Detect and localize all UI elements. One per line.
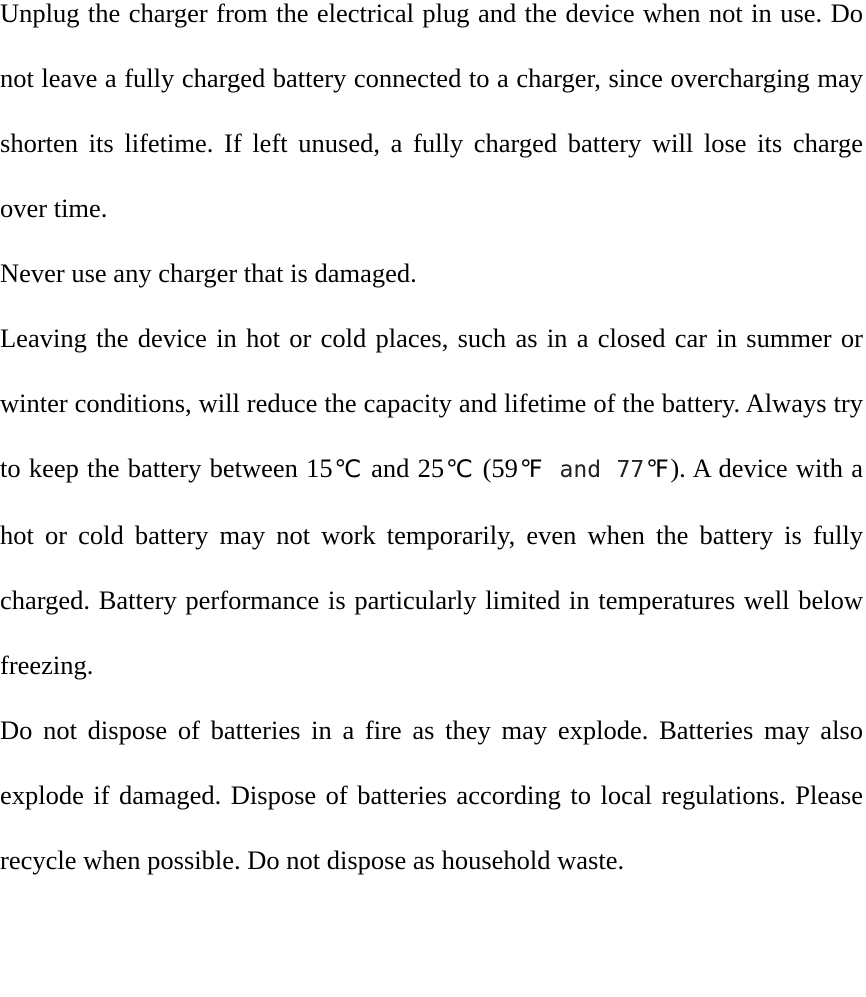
paragraph-battery-disposal: Do not dispose of batteries in a fire as they may explode. Batteries may also explode if damaged. Dispose of batteries according to local regulations. Please recycle when possible. Do not dispose as household waste. <box>0 715 863 875</box>
celsius-symbol-2: ℃ <box>444 455 475 483</box>
fahrenheit-symbol-1: ℉ <box>517 455 545 483</box>
paragraph-temperature <box>0 306 863 698</box>
paragraph-charger-unplug: Unplug the charger from the electrical plug and the device when not in use. Do not leave a fully charged battery connected to a charger, since overcharging may shorten its lifetime. If left unused, a fully charged battery will lose its charge over time. <box>0 0 863 223</box>
temperature-text-3: (59 <box>474 453 518 483</box>
temperature-text-4: ). A device with a hot or cold battery may not work temporarily, even when the battery is fully charged. Battery performance is particularly limited in temperatures well below freezing. <box>0 453 864 680</box>
celsius-symbol-1: ℃ <box>332 455 363 483</box>
temperature-text-1: Leaving the device in hot or cold places, such as in a closed car in summer or winter conditions, will reduce the capacity and lifetime of the battery. Always try to keep the battery between 15 <box>0 323 863 483</box>
fahrenheit-symbol-2: ℉ <box>644 455 671 483</box>
temperature-text-2: and 25 <box>362 453 445 483</box>
temperature-text-mono: and 77 <box>544 457 645 483</box>
paragraph-damaged-charger: Never use any charger that is damaged. <box>0 258 417 288</box>
